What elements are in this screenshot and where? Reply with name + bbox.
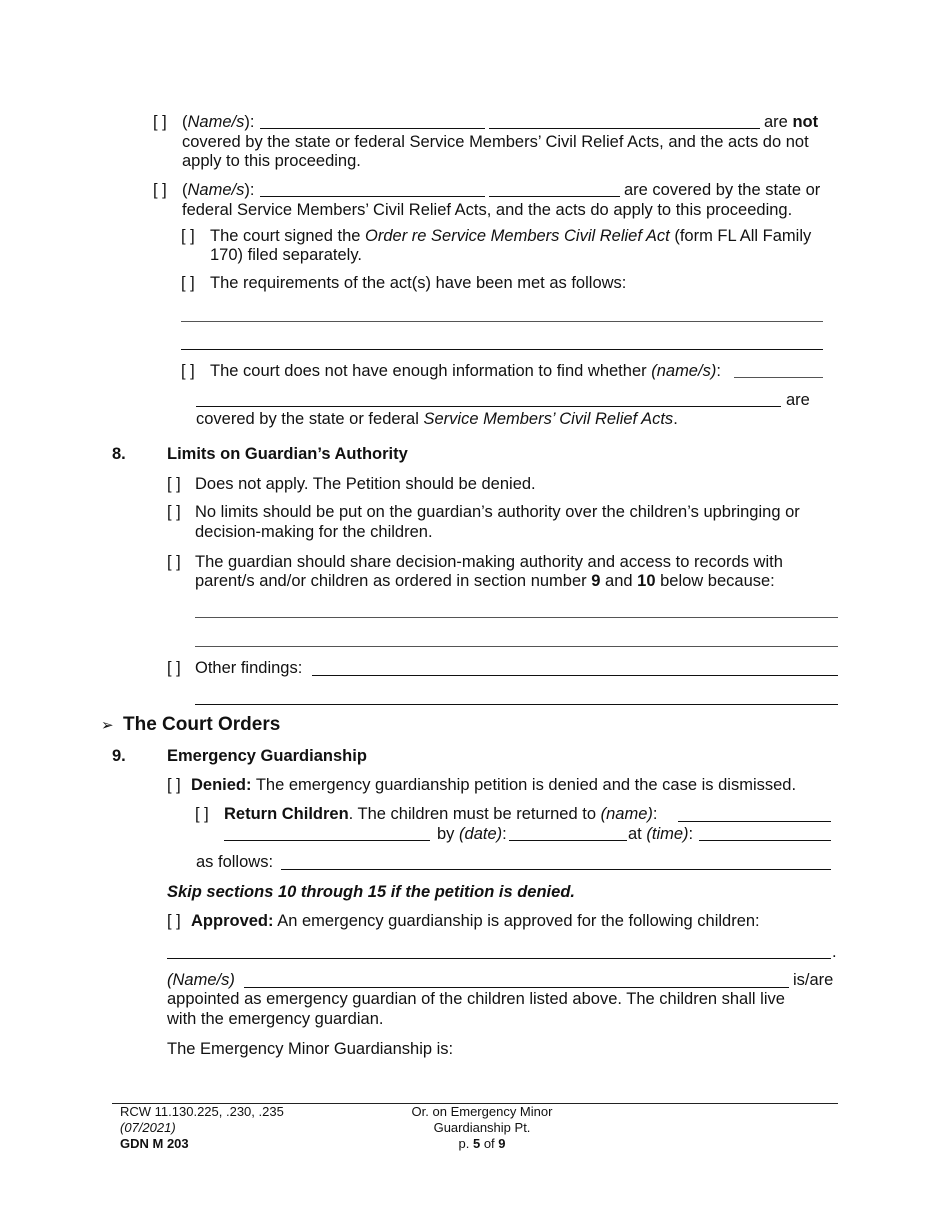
footer-rcw: RCW 11.130.225, .230, .235 [120, 1104, 284, 1119]
share-authority-line2: parent/s and/or children as ordered in section number 9 and 10 below because: [195, 572, 775, 590]
other-findings-field-2[interactable] [195, 704, 838, 705]
name-b-line2: federal Service Members’ Civil Relief Acts, and the acts do apply to this proceeding. [182, 201, 793, 219]
footer-title-1: Or. on Emergency Minor [411, 1104, 553, 1119]
limits-not-apply-checkbox[interactable]: [ ] [167, 475, 181, 493]
name-a-line3: apply to this proceeding. [182, 152, 361, 170]
not-enough-info-tail: are [786, 391, 810, 409]
no-limits-line2: decision-making for the children. [195, 523, 433, 541]
not-enough-info-checkbox[interactable]: [ ] [181, 362, 195, 380]
requirements-line-1[interactable] [181, 321, 823, 322]
return-at-label: at (time): [628, 825, 694, 843]
court-signed-checkbox[interactable]: [ ] [181, 227, 195, 245]
name-b-label: (Name/s): [182, 181, 255, 199]
share-authority-checkbox[interactable]: [ ] [167, 553, 181, 571]
name-a-checkbox[interactable]: [ ] [153, 113, 167, 131]
name-a-tail: are not [764, 113, 819, 131]
guardianship-is-label: The Emergency Minor Guardianship is: [167, 1040, 454, 1058]
name-a-field-1[interactable] [260, 128, 485, 129]
appoint-tail: is/are [793, 971, 834, 989]
as-follows-label: as follows: [196, 853, 274, 871]
share-authority-line1: The guardian should share decision-making authority and access to records with [195, 553, 783, 571]
footer-date: (07/2021) [120, 1120, 176, 1135]
name-b-field-2[interactable] [489, 196, 620, 197]
requirements-text: The requirements of the act(s) have been met as follows: [210, 274, 627, 292]
return-name-field-2[interactable] [224, 840, 430, 841]
denied-checkbox[interactable]: [ ] [167, 776, 181, 794]
not-enough-info-field-2[interactable] [196, 406, 781, 407]
other-findings-label: Other findings: [195, 659, 303, 677]
approved-checkbox[interactable]: [ ] [167, 912, 181, 930]
section-9-number: 9. [112, 747, 126, 765]
return-time-field[interactable] [699, 840, 831, 841]
return-name-field-1[interactable] [678, 821, 831, 822]
as-follows-field[interactable] [281, 869, 831, 870]
not-enough-info-text: The court does not have enough information to find whether (name/s): [210, 362, 721, 380]
footer-title-2: Guardianship Pt. [433, 1120, 531, 1135]
share-authority-line-1[interactable] [195, 617, 838, 618]
court-signed-line2: 170) filed separately. [210, 246, 362, 264]
appoint-line3: with the emergency guardian. [167, 1010, 384, 1028]
approved-period: . [832, 943, 837, 961]
requirements-checkbox[interactable]: [ ] [181, 274, 195, 292]
section-8-number: 8. [112, 445, 126, 463]
arrow-bullet-icon: ➢ [101, 717, 114, 734]
footer-page-number: p. 5 of 9 [458, 1136, 506, 1151]
court-signed-text: The court signed the Order re Service Members Civil Relief Act (form FL All Family [210, 227, 812, 245]
requirements-line-2[interactable] [181, 349, 823, 350]
skip-sections-note: Skip sections 10 through 15 if the petition is denied. [167, 883, 575, 901]
name-b-tail: are covered by the state or [624, 181, 821, 199]
appoint-line2: appointed as emergency guardian of the children listed above. The children shall live [167, 990, 785, 1008]
appoint-name-field[interactable] [244, 987, 789, 988]
return-children-text: Return Children. The children must be returned to (name): [224, 805, 658, 823]
court-orders-heading: The Court Orders [123, 714, 281, 735]
name-a-field-2[interactable] [489, 128, 760, 129]
return-by-label: by (date): [437, 825, 507, 843]
section-8-title: Limits on Guardian’s Authority [167, 445, 408, 463]
approved-text: Approved: An emergency guardianship is approved for the following children: [191, 912, 760, 930]
no-limits-line1: No limits should be put on the guardian’s authority over the children’s upbringing or [195, 503, 800, 521]
limits-not-apply-text: Does not apply. The Petition should be denied. [195, 475, 536, 493]
section-9-title: Emergency Guardianship [167, 747, 367, 765]
name-a-line2: covered by the state or federal Service Members’ Civil Relief Acts, and the acts do not [182, 133, 809, 151]
name-b-checkbox[interactable]: [ ] [153, 181, 167, 199]
other-findings-checkbox[interactable]: [ ] [167, 659, 181, 677]
appoint-name-label: (Name/s) [167, 971, 235, 989]
approved-children-field[interactable] [167, 958, 831, 959]
no-limits-checkbox[interactable]: [ ] [167, 503, 181, 521]
name-b-field-1[interactable] [260, 196, 485, 197]
other-findings-field-1[interactable] [312, 675, 838, 676]
share-authority-line-2[interactable] [195, 646, 838, 647]
denied-text: Denied: The emergency guardianship petition is denied and the case is dismissed. [191, 776, 797, 794]
footer-form-number: GDN M 203 [120, 1136, 189, 1151]
name-a-label: (Name/s): [182, 113, 255, 131]
return-children-checkbox[interactable]: [ ] [195, 805, 209, 823]
not-enough-info-line3: covered by the state or federal Service Members’ Civil Relief Acts. [196, 410, 678, 428]
return-date-field[interactable] [509, 840, 627, 841]
not-enough-info-field-1[interactable] [734, 377, 823, 378]
